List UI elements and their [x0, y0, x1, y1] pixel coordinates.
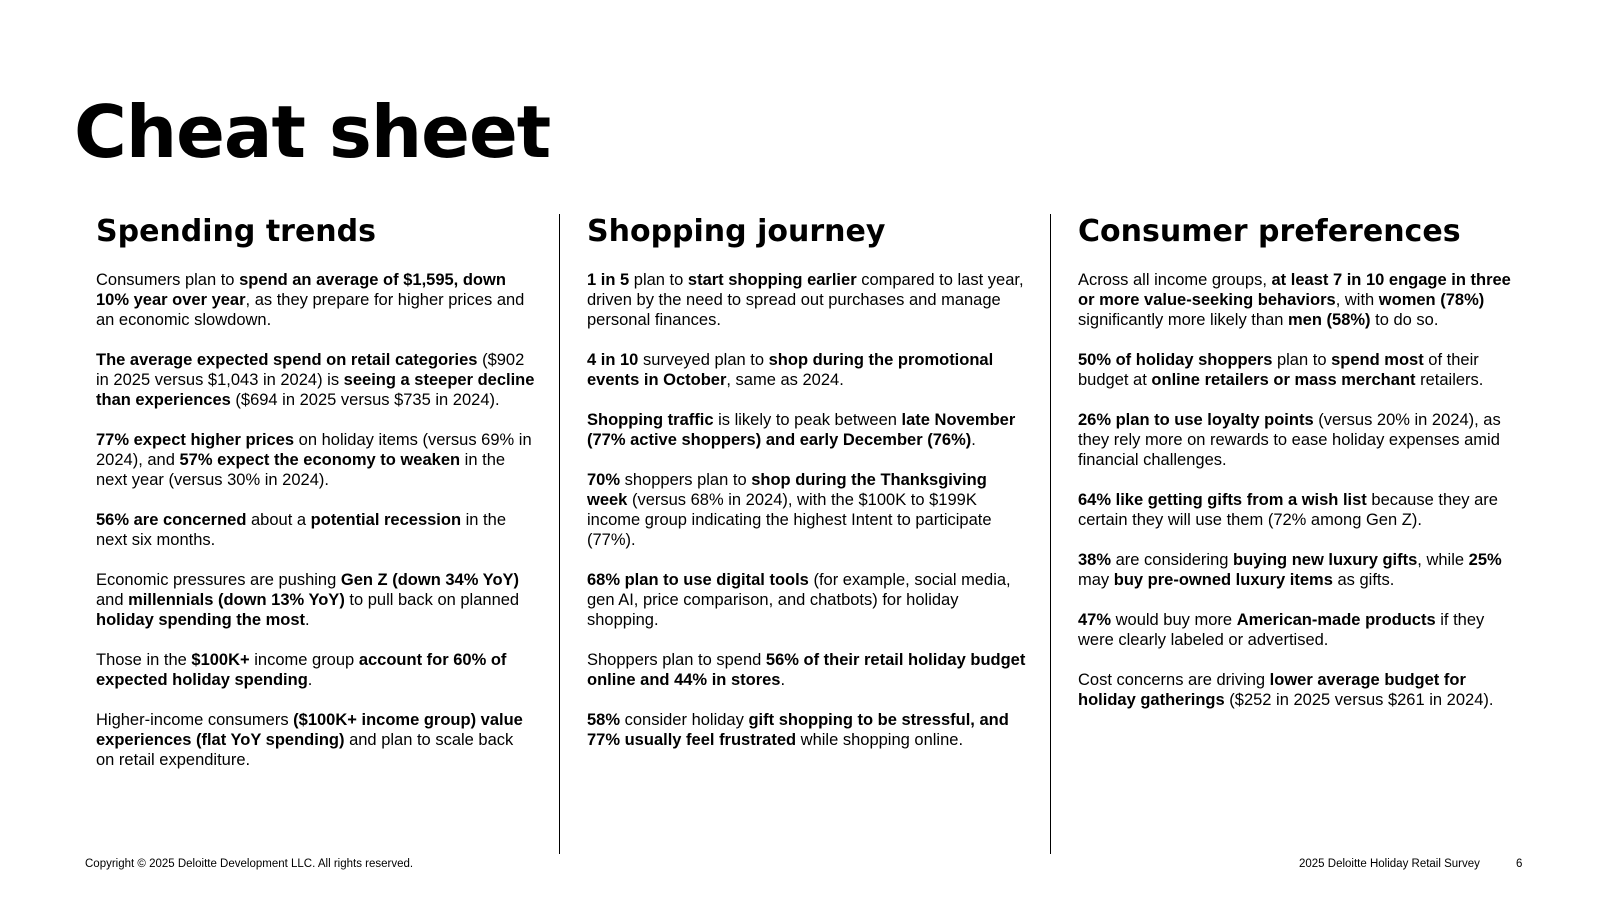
paragraph [1078, 410, 1518, 470]
paragraph [96, 570, 536, 630]
text: . [780, 671, 786, 689]
text: surveyed plan to [638, 351, 769, 369]
text: is likely to peak between [713, 411, 902, 429]
bold-text: millennials (down 13% YoY) [128, 591, 345, 609]
paragraph [96, 510, 536, 550]
bold-text: 25% [1468, 551, 1502, 569]
paragraph [96, 430, 536, 490]
bold-text: late November (77% active shoppers) and early December (76%) [587, 411, 1016, 449]
bold-text: shop during the Thanksgiving week [587, 471, 987, 509]
text: Economic pressures are pushing [96, 571, 341, 589]
paragraph [587, 270, 1027, 330]
bold-text: 26% plan to use loyalty points [1078, 411, 1314, 429]
text: Cost concerns are driving [1078, 671, 1270, 689]
bold-text: American-made products [1236, 611, 1436, 629]
paragraph [587, 350, 1027, 390]
text: and [96, 591, 129, 609]
text: , while [1417, 551, 1469, 569]
text: , same as 2024. [726, 371, 844, 389]
bold-text: gift shopping to be stressful, and 77% usually feel frustrated [587, 711, 1009, 749]
bold-text: 56% of their retail holiday budget online and 44% in stores [587, 651, 1026, 689]
bold-text: The average expected spend on retail categories [96, 351, 478, 369]
bold-text: ($100K+ income group) value experiences (flat YoY spending) [96, 711, 523, 749]
text: may [1078, 571, 1114, 589]
text: as gifts. [1332, 571, 1395, 589]
bold-text: 64% like getting gifts from a wish list [1078, 491, 1367, 509]
bold-text: seeing a steeper decline than experiences [96, 371, 535, 409]
paragraph [587, 470, 1027, 550]
column-paragraphs [587, 270, 1027, 750]
text: . [305, 611, 310, 629]
bold-text: 56% are concerned [96, 511, 247, 529]
paragraph [96, 350, 536, 410]
column-heading: Consumer preferences [1078, 214, 1461, 249]
bold-text: 47% [1078, 611, 1112, 629]
text: in the next year (versus 30% in 2024). [96, 451, 506, 489]
text: , with [1335, 291, 1379, 309]
paragraph [1078, 490, 1518, 530]
column-paragraphs [1078, 270, 1518, 710]
paragraph [1078, 550, 1518, 590]
bold-text: buying new luxury gifts [1233, 551, 1418, 569]
column-spending-trends [96, 214, 536, 770]
paragraph [587, 650, 1027, 690]
bold-text: buy pre-owned luxury items [1113, 571, 1333, 589]
bold-text: 38% [1078, 551, 1112, 569]
page-title: Cheat sheet [74, 90, 551, 174]
text: (versus 68% in 2024), with the $100K to $199K income group indicating the highest Intent to participate (77%). [587, 491, 992, 549]
bold-text: potential recession [310, 511, 462, 529]
paragraph [1078, 610, 1518, 650]
paragraph [1078, 270, 1518, 330]
text: Those in the [96, 651, 192, 669]
text: because they are certain they will use them (72% among Gen Z). [1078, 491, 1498, 529]
text: compared to last year, driven by the need to spread out purchases and manage personal finances. [587, 271, 1024, 329]
column-divider [1050, 214, 1051, 854]
paragraph [96, 650, 536, 690]
bold-text: online retailers or mass merchant [1151, 371, 1416, 389]
text: (versus 20% in 2024), as they rely more on rewards to ease holiday expenses amid financial challenges. [1078, 411, 1501, 469]
text: shoppers plan to [620, 471, 752, 489]
text: would buy more [1111, 611, 1237, 629]
bold-text: account for 60% of expected holiday spending [96, 651, 507, 689]
text: plan to [629, 271, 688, 289]
paragraph [587, 570, 1027, 630]
text: Higher-income consumers [96, 711, 294, 729]
bold-text: lower average budget for holiday gatherings [1078, 671, 1466, 709]
text: of their budget at [1078, 351, 1479, 389]
text: significantly more likely than [1078, 311, 1289, 329]
bold-text: shop during the promotional events in October [587, 351, 994, 389]
column-heading: Shopping journey [587, 214, 886, 249]
footer-page-number: 6 [1516, 858, 1523, 870]
bold-text: holiday spending the most [96, 611, 306, 629]
text: . [971, 431, 976, 449]
text: while shopping online. [796, 731, 964, 749]
paragraph [587, 710, 1027, 750]
text: and plan to scale back on retail expenditure. [96, 731, 514, 769]
text: ($694 in 2025 versus $735 in 2024). [230, 391, 500, 409]
bold-text: at least 7 in 10 engage in three or more value-seeking behaviors [1078, 271, 1511, 309]
column-consumer-preferences [1078, 214, 1518, 710]
column-heading: Spending trends [96, 214, 376, 249]
paragraph [1078, 670, 1518, 710]
bold-text: 1 in 5 [587, 271, 630, 289]
bold-text: $100K+ [191, 651, 250, 669]
text: Across all income groups, [1078, 271, 1272, 289]
bold-text: Shopping traffic [587, 411, 714, 429]
paragraph [1078, 350, 1518, 390]
text: if they were clearly labeled or advertised. [1078, 611, 1485, 649]
text: to do so. [1370, 311, 1439, 329]
text: plan to [1272, 351, 1332, 369]
text: are considering [1111, 551, 1234, 569]
bold-text: women (78%) [1378, 291, 1485, 309]
paragraph [587, 410, 1027, 450]
bold-text: spend an average of $1,595, down 10% year over year [96, 271, 506, 309]
text: income group [249, 651, 359, 669]
bold-text: spend most [1331, 351, 1424, 369]
text: retailers. [1415, 371, 1484, 389]
text: ($902 in 2025 versus $1,043 in 2024) is [96, 351, 525, 389]
text: Shoppers plan to spend [587, 651, 766, 669]
text: in the next six months. [96, 511, 506, 549]
text: Consumers plan to [96, 271, 240, 289]
text: (for example, social media, gen AI, price comparison, and chatbots) for holiday shopping. [587, 571, 1011, 629]
bold-text: 4 in 10 [587, 351, 639, 369]
text: consider holiday [620, 711, 749, 729]
paragraph [96, 710, 536, 770]
bold-text: 58% [587, 711, 621, 729]
footer-survey-title: 2025 Deloitte Holiday Retail Survey [1299, 858, 1480, 870]
text: . [307, 671, 313, 689]
column-shopping-journey [587, 214, 1027, 750]
bold-text: 70% [587, 471, 621, 489]
text: , as they prepare for higher prices and an economic slowdown. [96, 291, 525, 329]
column-divider [559, 214, 560, 854]
bold-text: 68% plan to use digital tools [587, 571, 809, 589]
column-paragraphs [96, 270, 536, 770]
bold-text: 50% of holiday shoppers [1078, 351, 1273, 369]
footer-copyright: Copyright © 2025 Deloitte Development LLC. All rights reserved. [85, 858, 414, 870]
paragraph [96, 270, 536, 330]
text: to pull back on planned [344, 591, 520, 609]
text: on holiday items (versus 69% in 2024), and [96, 431, 532, 469]
bold-text: men (58%) [1288, 311, 1371, 329]
bold-text: 57% expect the economy to weaken [179, 451, 461, 469]
bold-text: Gen Z (down 34% YoY) [340, 571, 520, 589]
bold-text: start shopping earlier [687, 271, 857, 289]
text: about a [246, 511, 311, 529]
bold-text: 77% expect higher prices [96, 431, 295, 449]
text: ($252 in 2025 versus $261 in 2024). [1224, 691, 1494, 709]
